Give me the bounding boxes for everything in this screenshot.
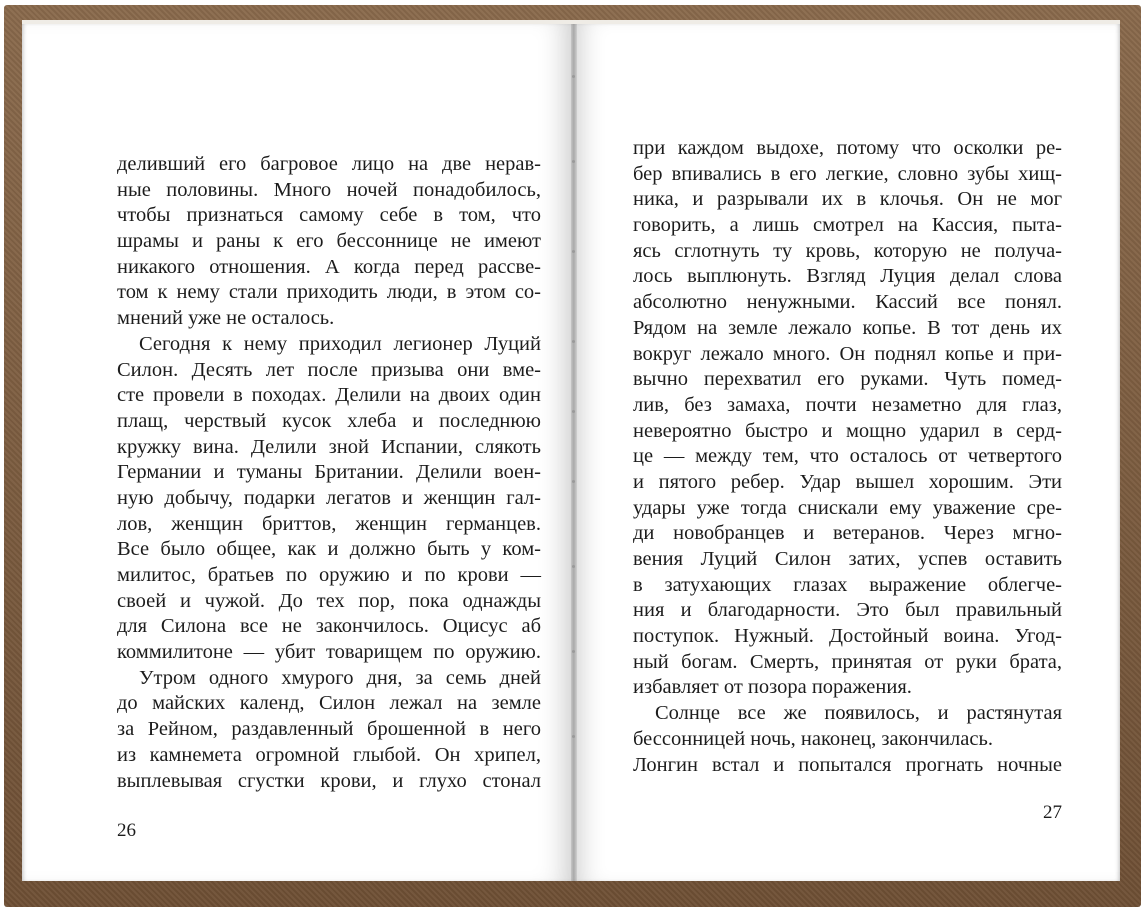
right-page-number: 27 xyxy=(1043,802,1062,823)
text-line: чтобы признаться самому себе в том, что xyxy=(117,204,541,227)
stitch-dot xyxy=(572,340,575,343)
text-line: Утром одного хмурого дня, за семь дней xyxy=(139,666,541,689)
stitch-dot xyxy=(572,565,575,568)
text-line: вычно перехватил его руками. Чуть помед- xyxy=(633,368,1062,391)
text-line: ника, и разрывали их в клочья. Он не мог xyxy=(633,188,1062,211)
stitch-dot xyxy=(572,410,575,413)
text-line: коммилитоне — убит товарищем по оружию. xyxy=(117,641,541,664)
text-line: поступок. Нужный. Достойный воина. Угод- xyxy=(633,625,1062,648)
left-page xyxy=(22,24,574,881)
text-line: вокруг лежало много. Он поднял копье и при- xyxy=(633,342,1062,365)
right-page-text xyxy=(633,136,1062,778)
text-line: це — между тем, что осталось от четвертого xyxy=(633,445,1062,468)
text-line: за Рейном, раздавленный брошенной в него xyxy=(117,718,541,741)
text-line: ясь сглотнуть ту кровь, которую не получа- xyxy=(633,239,1062,262)
right-page xyxy=(574,24,1120,881)
text-line: невероятно быстро и мощно ударил в серд- xyxy=(633,419,1062,442)
text-line: удары уже тогда снискали ему уважение сре- xyxy=(633,496,1062,519)
stitch-dot xyxy=(572,650,575,653)
text-line: выплевывая сгустки крови, и глухо стонал xyxy=(117,769,541,792)
text-line: лов, женщин бриттов, женщин германцев. xyxy=(117,512,541,535)
text-line: лось выплюнуть. Взгляд Луция делал слова xyxy=(633,265,1062,288)
left-page-text xyxy=(117,152,541,794)
text-line: шрамы и раны к его бессоннице не имеют xyxy=(117,230,541,253)
text-line: кружку вина. Делили зной Испании, слякоть xyxy=(117,435,541,458)
text-line: при каждом выдохе, потому что осколки ре- xyxy=(633,137,1062,159)
text-line: Рядом на земле лежало копье. В тот день их xyxy=(633,316,1062,339)
text-line: бессонницей ночь, наконец, закончилась. xyxy=(633,727,993,750)
text-line: милитос, братьев по оружию и по крови — xyxy=(117,564,541,586)
text-line: Силон. Десять лет после призыва они вме- xyxy=(117,358,541,381)
text-line: до майских календ, Силон лежал на земле xyxy=(117,692,541,715)
text-line: никакого отношения. А когда перед рассве- xyxy=(117,255,541,278)
text-line: Все было общее, как и должно быть у ком- xyxy=(117,538,541,561)
book-gutter xyxy=(571,24,577,881)
text-line: ные половины. Много ночей понадобилось, xyxy=(117,178,541,201)
text-line: плащ, черствый кусок хлеба и последнюю xyxy=(117,409,541,432)
text-line: бер впивались в его легкие, словно зубы хищ- xyxy=(633,162,1062,185)
text-line: Лонгин встал и попытался прогнать ночные xyxy=(633,753,1062,776)
text-line: для Силона все не закончилось. Оцисус аб xyxy=(117,615,541,638)
text-line: и пятого ребер. Удар вышел хорошим. Эти xyxy=(633,470,1062,493)
text-line: избавляет от позора поражения. xyxy=(633,676,912,699)
text-line: ную добычу, подарки легатов и женщин гал- xyxy=(117,486,541,509)
text-line: лив, без замаха, почти незаметно для глаз, xyxy=(633,393,1062,416)
text-line: абсолютно ненужными. Кассий все понял. xyxy=(633,291,1062,314)
text-line: деливший его багровое лицо на две нерав- xyxy=(117,153,541,175)
text-line: вения Луций Силон затих, успев оставить xyxy=(633,548,1062,570)
text-line: ния и благодарности. Это был правильный xyxy=(633,599,1062,622)
text-line: том к нему стали приходить люди, в этом со- xyxy=(117,281,541,304)
stitch-dot xyxy=(572,480,575,483)
text-line: мнений уже не осталось. xyxy=(117,307,335,330)
stitch-dot xyxy=(572,735,575,738)
text-line: ный богам. Смерть, принятая от руки брата, xyxy=(633,650,1062,673)
stitch-dot xyxy=(572,250,575,253)
stitch-dot xyxy=(572,75,575,78)
text-line: Сегодня к нему приходил легионер Луций xyxy=(139,332,541,355)
text-line: говорить, а лишь смотрел на Кассия, пыта- xyxy=(633,214,1062,237)
text-line: ди новобранцев и ветеранов. Через мгно- xyxy=(633,522,1062,545)
text-line: своей и чужой. До тех пор, пока однажды xyxy=(117,589,541,612)
stitch-dot xyxy=(572,160,575,163)
text-line: в затухающих глазах выражение облегче- xyxy=(633,573,1062,596)
text-line: Солнце все же появилось, и растянутая xyxy=(655,702,1062,725)
left-page-number: 26 xyxy=(117,820,136,841)
text-line: Германии и туманы Британии. Делили воен- xyxy=(117,461,541,484)
text-line: сте провели в походах. Делили на двоих один xyxy=(117,384,541,407)
text-line: из камнемета огромной глыбой. Он хрипел, xyxy=(117,743,541,766)
